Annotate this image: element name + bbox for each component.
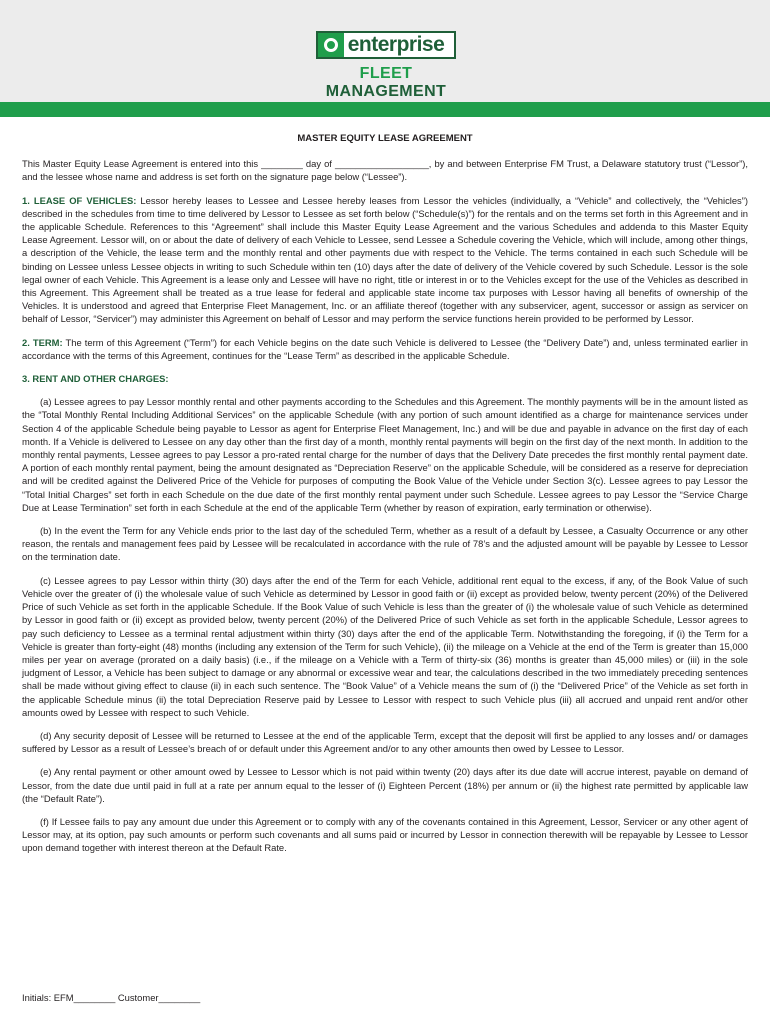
section-3e: (e) Any rental payment or other amount owed by Lessee to Lessor which is not paid within twenty (20) days after its due date will accrue interest, payable on demand of Lessor, from the date due until paid in full at a rate per annum equal to the lesser of (i) Eighteen Percent (18%) per annum or (ii) the highest rate permitted by applicable law (the “Default Rate”). (22, 766, 748, 804)
section-2-heading: 2. TERM: (22, 336, 63, 348)
section-3b: (b) In the event the Term for any Vehicle ends prior to the last day of the scheduled Term, whether as a result of a default by Lessee, a Casualty Occurrence or any other reason, the rentals and management fees paid by Lessee will be recalculated in accordance with the rule of 78’s and the adjusted amount will be payable by Lessee to Lessor on the termination date. (22, 525, 748, 563)
section-2-body: The term of this Agreement (“Term”) for each Vehicle begins on the date such Vehicle is delivered to Lessee (the “Delivery Date”) and, unless terminated earlier in accordance with the terms of this Agreement, continues for the “Lease Term” as described in the applicable Schedule. (22, 336, 749, 361)
document-title: MASTER EQUITY LEASE AGREEMENT (297, 133, 473, 144)
logo-sub-fleet: FLEET (359, 65, 413, 82)
logo-wordmark (316, 31, 456, 59)
logo-subtitle (300, 65, 472, 101)
section-2 (22, 336, 748, 362)
section-3-heading (22, 372, 748, 385)
section-1-body: Lessor hereby leases to Lessee and Lessee hereby leases from Lessor the vehicles (individually, a “Vehicle” and collectively, the “Vehicles”) described in the schedules from time to time delivered by Lessor to Lessee as set forth below (“Schedule(s)”) for the rentals and on the terms set forth in this Agreement and in the applicable Schedule. References to this “Agreement” shall include this Master Equity Lease Agreement and the various Schedules and addenda to this Master Equity Lease Agreement. Lessor will, on or about the date of delivery of each Vehicle to Lessee, send Lessee a Schedule covering the Vehicle, which will include, among other things, a description of the Vehicle, the lease term and the monthly rental and other payments due with respect to the Vehicle. The terms contained in each such Schedule will be binding on Lessee unless Lessee objects in writing to such Schedule within ten (10) days after the date of delivery of the Vehicle covered by such Schedule. Lessor is the sole legal owner of each Vehicle. This Agreement is a lease only and Lessee will have no right, title or interest in or to the Vehicles except for the use of the Vehicles as described in this Agreement. This Agreement shall be treated as a true lease for federal and applicable state income tax purposes with Lessor having all benefits of ownership of the Vehicles. It is understood and agreed that Enterprise Fleet Management, Inc. or an affiliate thereof (together with any subservicer, agent, successor or assign as servicer on behalf of Lessor, “Servicer”) may administer this Agreement on behalf of Lessor and may perform the service functions herein provided to be performed by Lessor. (22, 194, 748, 325)
intro-paragraph: This Master Equity Lease Agreement is entered into this ________ day of __________________, by and between Enterprise FM Trust, a Delaware statutory trust (“Lessor”), and the lessee whose name and address is set forth on the signature page below (“Lessee”). (22, 158, 748, 183)
logo-sub-management: MANAGEMENT (325, 83, 447, 100)
section-3f: (f) If Lessee fails to pay any amount due under this Agreement or to comply with any of the covenants contained in this Agreement, Lessor, Servicer or any other agent of Lessor may, at its option, pay such amounts or perform such covenants and all sums paid or incurred by Lessor in connection therewith will be repayable by Lessee to Lessor upon demand together with interest thereon at the Default Rate. (22, 815, 748, 854)
section-3c: (c) Lessee agrees to pay Lessor within thirty (30) days after the end of the Term for each Vehicle, additional rent equal to the excess, if any, of the Book Value of such Vehicle over the greater of (i) the wholesale value of such Vehicle as determined by Lessor in good faith or (ii) except as provided below, twenty percent (20%) of the Delivered Price of such Vehicle as set forth in the applicable Schedule. If the Book Value of such Vehicle is less than the greater of (i) the wholesale value of such Vehicle as determined by Lessor in good faith or (ii) except as provided below, twenty percent (20%) of the Delivered Price of such Vehicle as set forth in the applicable Schedule, Lessor agrees to pay such deficiency to Lessee as a terminal rental adjustment within thirty (30) days after the end of the applicable Term. Notwithstanding the foregoing, if (i) the Term for a Vehicle is greater than forty-eight (48) months (including any extension of the Term for such Vehicle), (ii) the mileage on a Vehicle at the end of the Term is greater than 15,000 miles per year on average (prorated on a daily basis) (i.e., if the mileage on a Vehicle with a Term of thirty-six (36) months is greater than 45,000 miles) or (iii) in the sole judgment of Lessor, a Vehicle has been subject to damage or any abnormal or excessive wear and tear, the calculations described in the two immediately preceding sentences shall be made without giving effect to clause (ii) in each such sentence. The “Book Value” of a Vehicle means the sum of (i) the “Delivered Price” of the Vehicle as set forth in the applicable Schedule minus (ii) the total Depreciation Reserve paid by Lessee to Lessor with respect to such Vehicle plus (iii) all accrued and unpaid rent and/or other amounts owed by Lessee with respect to such Vehicle. (22, 574, 748, 718)
section-1-heading: 1. LEASE OF VEHICLES: (22, 194, 137, 206)
section-3a: (a) Lessee agrees to pay Lessor monthly rental and other payments according to the Schedules and this Agreement. The monthly payments will be in the amount listed as the “Total Monthly Rental Including Additional Services” on the applicable Schedule (with any portion of such amount identified as a charge for maintenance services under Section 4 of the applicable Schedule being payable to Lessor as agent for Enterprise Fleet Management, Inc.) and will be due and payable in advance on the first day of each month. If a Vehicle is delivered to Lessee on any day other than the first day of a month, monthly rental payments will begin on the first day of the next month. In addition to the monthly rental payments, Lessee agrees to pay Lessor a pro-rated rental charge for the number of days that the Delivery Date precedes the first monthly rental payment date. A portion of each monthly rental payment, being the amount designated as “Depreciation Reserve” on the applicable Schedule, will be considered as a reserve for depreciation and will be credited against the Delivered Price of the Vehicle for purposes of computing the Book Value of the Vehicle under Section 3(c). Lessee agrees to pay Lessor the “Total Initial Charges” set forth in each Schedule on the due date of the first monthly rental payment under such Schedule. Lessee agrees to pay Lessor the “Service Charge Due at Lease Termination” set forth in each Schedule at the end of the applicable Term (whether by reason of expiration, early termination or otherwise). (22, 396, 748, 513)
section-3d: (d) Any security deposit of Lessee will be returned to Lessee at the end of the applicable Term, except that the deposit will first be applied to any losses and/ or damages suffered by Lessor as a result of Lessee’s breach of or default under this Agreement and/or to any other amounts then owed by Lessee to Lessor. (22, 729, 748, 755)
page-header (0, 0, 770, 102)
initials-line[interactable]: Initials: EFM________ Customer________ (22, 992, 201, 1003)
logo-text: enterprise (347, 33, 445, 56)
agreement-body (22, 132, 748, 865)
section-1 (22, 194, 748, 326)
header-divider-bar (0, 102, 770, 117)
section-3-heading-text: 3. RENT AND OTHER CHARGES: (22, 373, 169, 385)
